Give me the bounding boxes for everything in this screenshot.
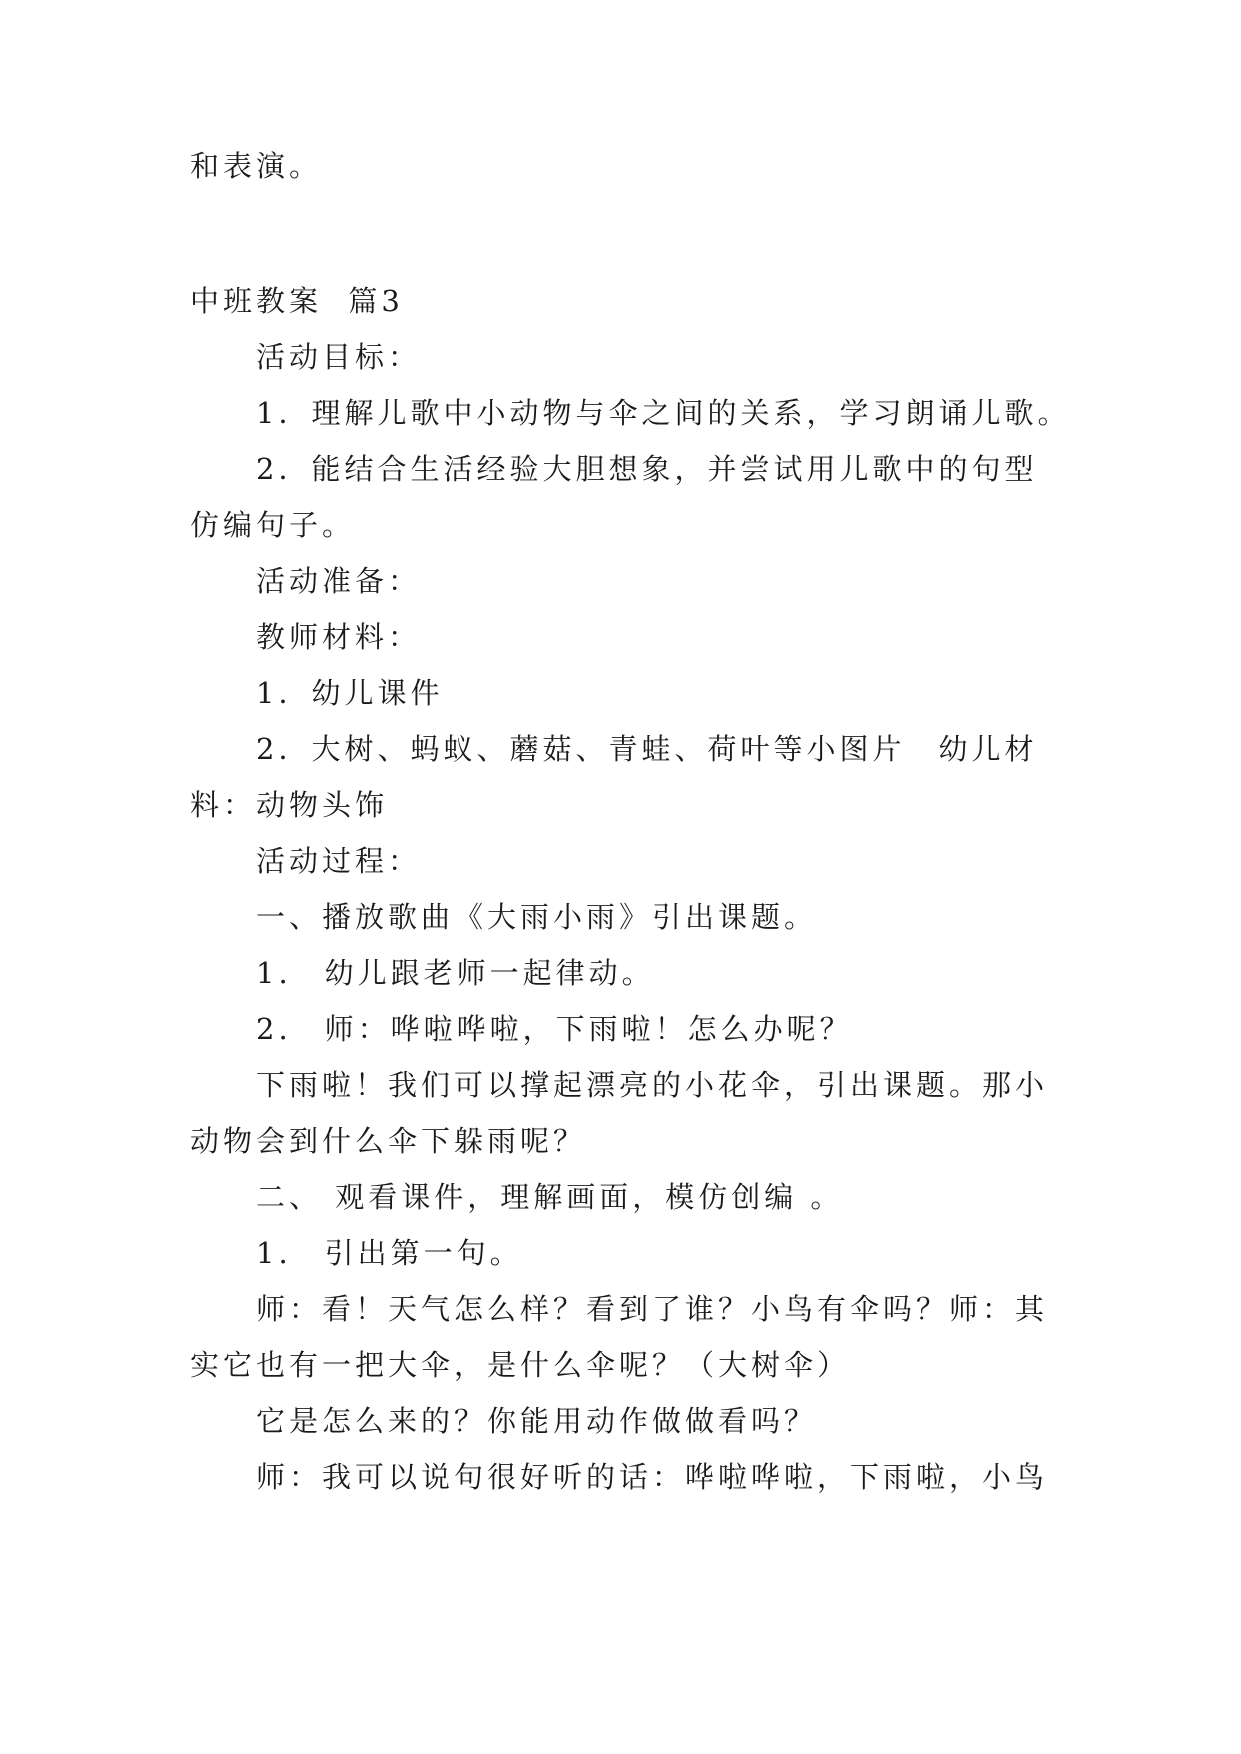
text-line: 二、 观看课件，理解画面，模仿创编 。 [256, 1180, 844, 1214]
text-line: 1．幼儿课件 [256, 676, 444, 710]
text-line: 活动过程： [256, 844, 422, 878]
text-line: 2．能结合生活经验大胆想象，并尝试用儿歌中的句型 [256, 452, 1038, 486]
text-line: 师：看！天气怎么样？看到了谁？小鸟有伞吗？师：其 [256, 1292, 1049, 1326]
text-line: 2. 师：哗啦哗啦，下雨啦！怎么办呢？ [256, 1012, 853, 1046]
text-line: 一、播放歌曲《大雨小雨》引出课题。 [256, 900, 818, 934]
text-line: 和表演。 [190, 149, 323, 183]
text-line: 下雨啦！我们可以撑起漂亮的小花伞，引出课题。那小 [256, 1068, 1049, 1102]
text-line: 动物会到什么伞下躲雨呢？ [190, 1124, 587, 1158]
text-line: 1. 引出第一句。 [256, 1236, 523, 1270]
text-line: 实它也有一把大伞，是什么伞呢？（大树伞） [190, 1348, 851, 1382]
text-line: 师：我可以说句很好听的话：哗啦哗啦，下雨啦，小鸟 [256, 1460, 1049, 1494]
text-line: 1. 幼儿跟老师一起律动。 [256, 956, 655, 990]
text-line: 2．大树、蚂蚁、蘑菇、青蛙、荷叶等小图片 幼儿材 [256, 732, 1038, 766]
text-line: 料：动物头饰 [190, 788, 389, 822]
text-line: 它是怎么来的？你能用动作做做看吗？ [256, 1404, 818, 1438]
text-line: 教师材料： [256, 620, 422, 654]
text-line: 活动目标： [256, 340, 422, 374]
text-line: 仿编句子。 [190, 508, 356, 542]
section-heading: 中班教案 篇3 [190, 284, 404, 318]
text-line: 1．理解儿歌中小动物与伞之间的关系，学习朗诵儿歌。 [256, 396, 1071, 430]
text-line: 活动准备： [256, 564, 422, 598]
